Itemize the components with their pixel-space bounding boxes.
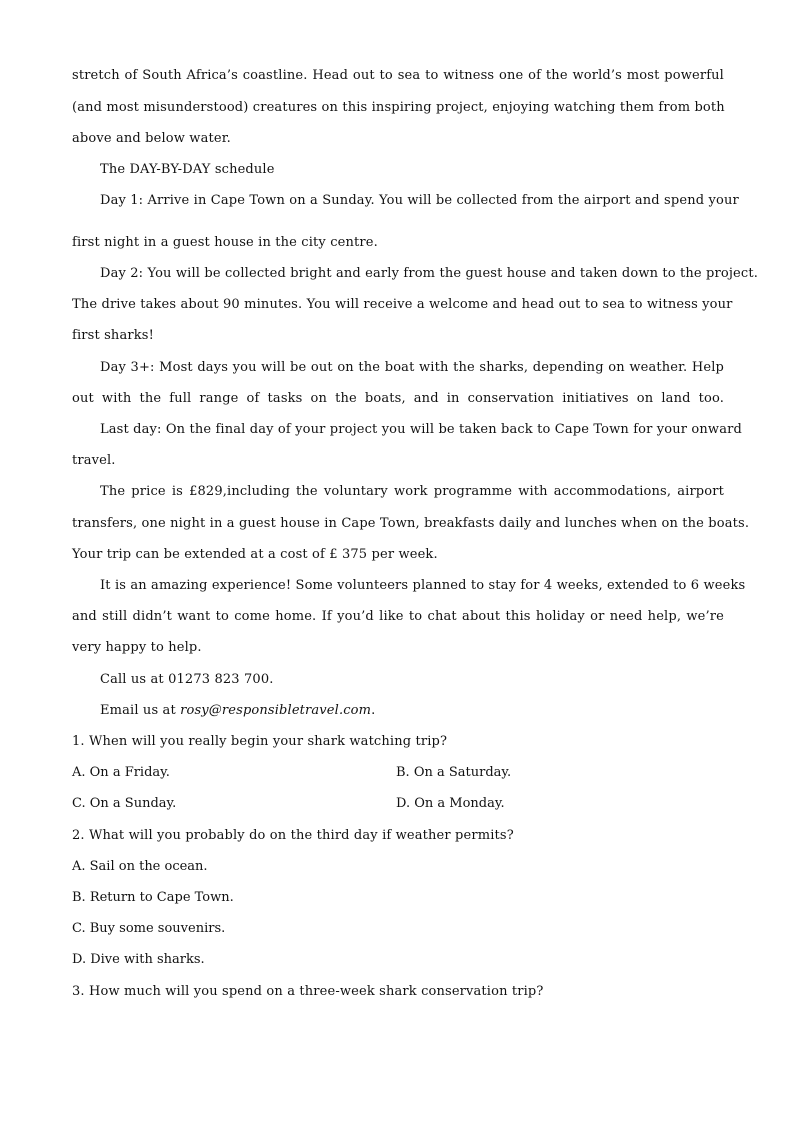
question-2-option-a: A. Sail on the ocean. xyxy=(72,859,208,874)
day2-line-2: The drive takes about 90 minutes. You will receive a welcome and head out to sea to witness your xyxy=(72,297,733,312)
email-line xyxy=(72,703,724,719)
price-line-2: transfers, one night in a guest house in Cape Town, breakfasts daily and lunches when on the boats. xyxy=(72,516,750,531)
question-1-option-b: B. On a Saturday. xyxy=(396,765,512,780)
question-2-stem: 2. What will you probably do on the third day if weather permits? xyxy=(72,828,514,843)
day1-line-2: first night in a guest house in the city centre. xyxy=(72,235,378,250)
experience-line-1: It is an amazing experience! Some volunteers planned to stay for 4 weeks, extended to 6 weeks xyxy=(100,578,746,593)
call-line: Call us at 01273 823 700. xyxy=(100,672,274,687)
price-line-1: The price is £829,including the voluntary work programme with accommodations, airport xyxy=(100,484,724,499)
day2-line-1: Day 2: You will be collected bright and early from the guest house and taken down to the project. xyxy=(100,266,758,281)
question-2-option-c: C. Buy some souvenirs. xyxy=(72,921,226,936)
last-day-line-1: Last day: On the final day of your project you will be taken back to Cape Town for your onward xyxy=(100,422,742,437)
question-2-option-d: D. Dive with sharks. xyxy=(72,952,205,967)
schedule-heading: The DAY-BY-DAY schedule xyxy=(100,162,275,177)
question-1-option-a: A. On a Friday. xyxy=(72,765,170,780)
question-1-option-d: D. On a Monday. xyxy=(396,796,505,811)
day3-line-2: out with the full range of tasks on the boats, and in conservation initiatives on land too. xyxy=(72,391,724,406)
email-suffix: . xyxy=(371,703,376,718)
email-prefix: Email us at xyxy=(100,703,181,718)
question-2-option-b: B. Return to Cape Town. xyxy=(72,890,234,905)
question-1-stem: 1. When will you really begin your shark watching trip? xyxy=(72,734,448,749)
intro-line-3: above and below water. xyxy=(72,131,231,146)
day3-line-1: Day 3+: Most days you will be out on the boat with the sharks, depending on weather. Help xyxy=(100,360,724,375)
price-line-3: Your trip can be extended at a cost of £ 375 per week. xyxy=(72,547,438,562)
question-1-option-c: C. On a Sunday. xyxy=(72,796,177,811)
intro-line-2: (and most misunderstood) creatures on this inspiring project, enjoying watching them from both xyxy=(72,100,725,115)
email-link[interactable]: rosy@responsibletravel.com xyxy=(180,703,372,718)
last-day-line-2: travel. xyxy=(72,453,116,468)
question-3-stem: 3. How much will you spend on a three-week shark conservation trip? xyxy=(72,984,544,999)
experience-line-3: very happy to help. xyxy=(72,640,202,655)
day2-line-3: first sharks! xyxy=(72,328,154,343)
day1-line-1: Day 1: Arrive in Cape Town on a Sunday. You will be collected from the airport and spend your xyxy=(100,193,739,208)
intro-line-1: stretch of South Africa’s coastline. Head out to sea to witness one of the world’s most powerful xyxy=(72,68,724,83)
experience-line-2: and still didn’t want to come home. If you’d like to chat about this holiday or need help, we’re xyxy=(72,609,724,624)
